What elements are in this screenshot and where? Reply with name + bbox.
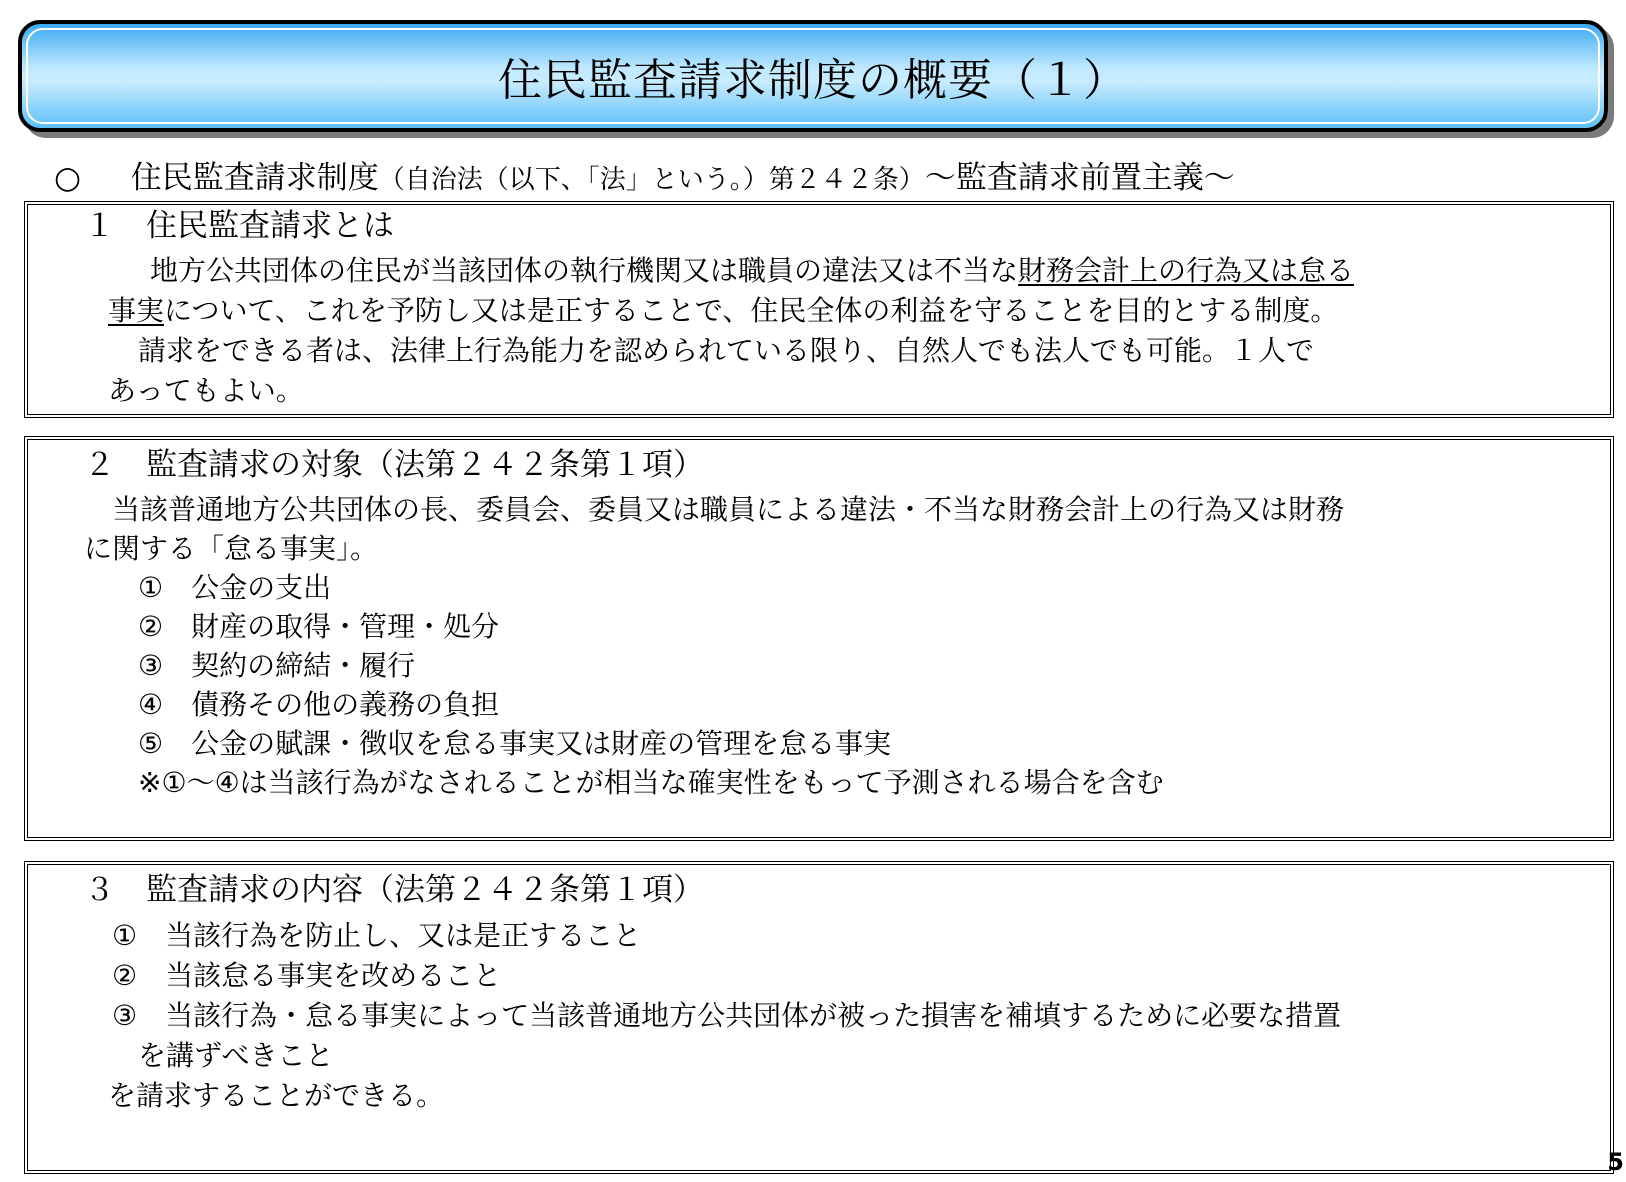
section-2-item-4: ④ 債務その他の義務の負担 — [138, 688, 500, 721]
section-3-item-1: ① 当該行為を防止し、又は是正すること — [112, 919, 642, 952]
title-banner — [18, 20, 1608, 132]
page-number: 5 — [1607, 1148, 1624, 1176]
section-3-item-3: ③ 当該行為・怠る事実によって当該普通地方公共団体が被った損害を補填するために必要な措置 — [112, 999, 1342, 1032]
section-3-closing: を請求することができる。 — [108, 1079, 445, 1112]
section-2-item-1: ① 公金の支出 — [138, 571, 332, 604]
heading-text-a: 住民監査請求制度 — [130, 160, 379, 196]
section-1-para-1-line-2 — [108, 294, 1339, 327]
section-3-heading: ３ 監査請求の内容（法第２４２条第１項） — [84, 872, 704, 908]
section-2-note: ※①～④は当該行為がなされることが相当な確実性をもって予測される場合を含む — [138, 766, 1164, 799]
section-1-box — [24, 201, 1614, 418]
page-title: 住民監査請求制度の概要（１） — [498, 55, 1128, 106]
section-1-text: 地方公共団体の住民が当該団体の執行機関又は職員の違法又は不当な — [150, 254, 1019, 287]
heading-text-c: ～監査請求前置主義～ — [924, 160, 1235, 196]
section-2-heading: ２ 監査請求の対象（法第２４２条第１項） — [84, 447, 704, 483]
section-2-item-3: ③ 契約の締結・履行 — [138, 649, 416, 682]
heading-text-b: （自治法（以下、「法」という。）第２４２条） — [378, 165, 925, 195]
heading-bullet: ○ — [54, 160, 82, 196]
section-1-underlined-text: 財務会計上の行為又は怠る — [1018, 254, 1355, 287]
section-3-item-3-continued: を講ずべきこと — [138, 1039, 334, 1072]
section-1-underlined-text-2: 事実 — [108, 294, 165, 327]
section-1-para-2-line-2: あってもよい。 — [108, 374, 304, 407]
section-1-text-2: について、これを予防し又は是正することで、住民全体の利益を守ることを目的とする制度。 — [164, 294, 1339, 327]
main-heading — [54, 152, 1235, 197]
section-2-para-line-2: に関する「怠る事実」。 — [84, 532, 379, 565]
section-2-para-line-1: 当該普通地方公共団体の長、委員会、委員又は職員による違法・不当な財務会計上の行為又は財務 — [112, 493, 1345, 526]
section-1-heading: １ 住民監査請求とは — [84, 208, 394, 244]
section-3-item-2: ② 当該怠る事実を改めること — [112, 959, 502, 992]
section-1-para-1-line-1 — [150, 254, 1355, 287]
section-2-item-5: ⑤ 公金の賦課・徴収を怠る事実又は財産の管理を怠る事実 — [138, 727, 892, 760]
section-2-item-2: ② 財産の取得・管理・処分 — [138, 610, 500, 643]
section-3-box — [24, 861, 1614, 1174]
section-2-box — [24, 436, 1614, 841]
section-1-para-2-line-1: 請求をできる者は、法律上行為能力を認められている限り、自然人でも法人でも可能。１人で — [138, 334, 1315, 367]
